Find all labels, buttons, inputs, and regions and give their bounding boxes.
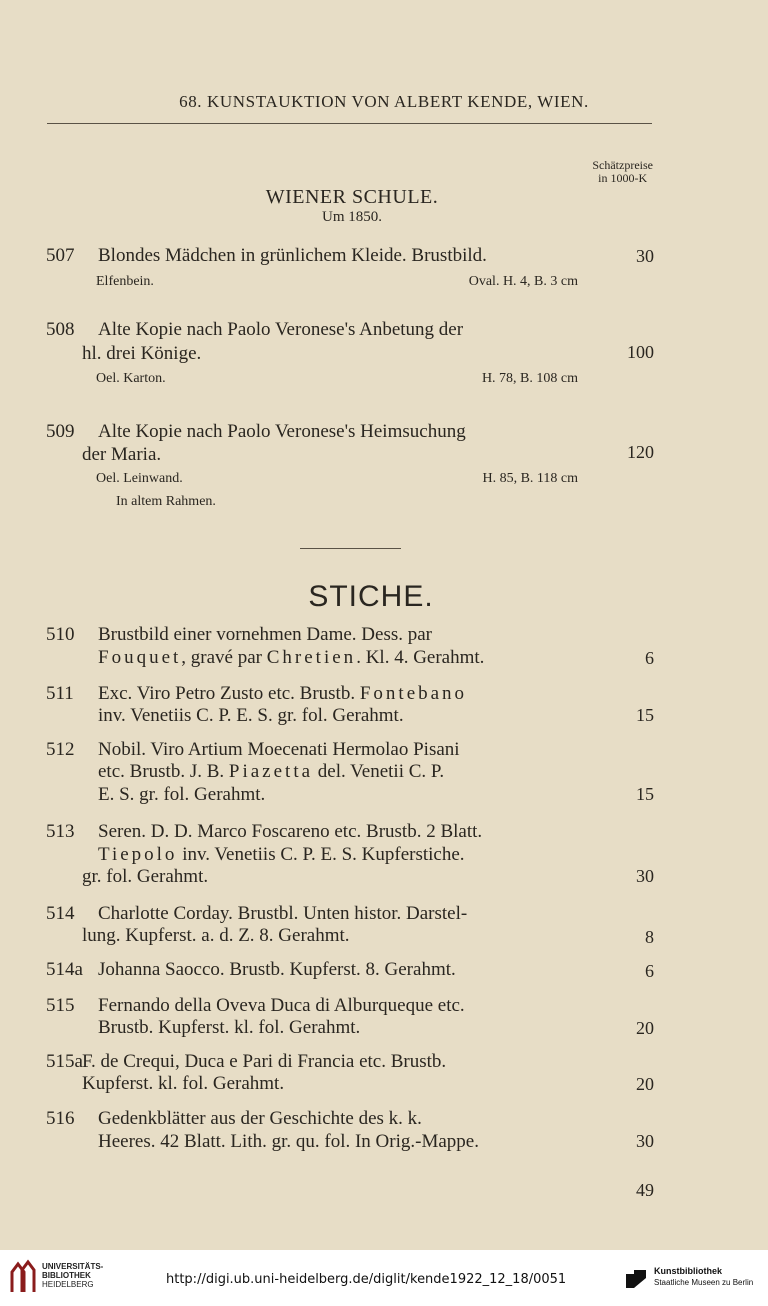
- lot-description-cont: inv. Venetiis C. P. E. S. gr. fol. Gerahmt.: [98, 705, 404, 726]
- lot-price: 120: [627, 442, 654, 462]
- lot-price: 15: [636, 705, 654, 725]
- estimate-note-line1: Schätzpreise: [592, 158, 653, 172]
- lot-description-cont: [98, 844, 465, 866]
- library-name: [42, 1262, 103, 1289]
- lot-description: Johanna Saocco. Brustb. Kupferst. 8. Gerahmt.: [98, 959, 456, 980]
- lot-description: Nobil. Viro Artium Moecenati Hermolao Pisani: [98, 739, 460, 760]
- lot-description: Fernando della Oveva Duca di Alburqueque etc.: [98, 995, 465, 1016]
- lot-number: 510: [46, 624, 75, 645]
- artist-name: Piazetta: [228, 761, 314, 782]
- lot-description-cont: hl. drei Könige.: [82, 343, 202, 364]
- artist-name: Chretien: [266, 647, 357, 668]
- lot-material: Elfenbein.: [96, 274, 154, 289]
- lot-price: 20: [636, 1018, 654, 1038]
- lot-text: del. Venetii C. P.: [313, 761, 445, 782]
- section-subtitle: Um 1850.: [322, 209, 382, 225]
- partner-name: [654, 1266, 753, 1288]
- lot-price: 6: [645, 961, 654, 981]
- lot-description: Alte Kopie nach Paolo Veronese's Heimsuchung: [98, 421, 466, 442]
- lot-price: 6: [645, 648, 654, 668]
- lot-number: 513: [46, 821, 75, 842]
- lot-description: F. de Crequi, Duca e Pari di Francia etc. Brustb.: [82, 1051, 447, 1072]
- lot-text: , gravé par: [181, 647, 267, 668]
- lot-number: 508: [46, 319, 75, 340]
- lot-description: [98, 683, 467, 705]
- lot-number: 509: [46, 421, 75, 442]
- lot-description-cont: der Maria.: [82, 444, 162, 465]
- kunstbibliothek-logo-icon: [624, 1266, 648, 1290]
- lot-description-cont: gr. fol. Gerahmt.: [82, 866, 209, 887]
- lot-text: inv. Venetiis C. P. E. S. Kupferstiche.: [177, 844, 465, 865]
- library-line1: UNIVERSITÄTS-: [42, 1262, 104, 1271]
- lot-material: Oel. Karton.: [96, 371, 166, 386]
- estimate-note-line2: in 1000-K: [598, 171, 648, 185]
- section-title-stiche: STICHE.: [308, 580, 434, 613]
- lot-price: 8: [645, 927, 654, 947]
- section-title-wiener-schule: WIENER SCHULE.: [265, 186, 439, 208]
- lot-number: 515a: [46, 1051, 83, 1072]
- lot-number: 512: [46, 739, 75, 760]
- lot-material: Oel. Leinwand.: [96, 471, 183, 486]
- lot-number: 516: [46, 1108, 75, 1129]
- partner-line1: Kunstbibliothek: [654, 1266, 722, 1276]
- lot-text: etc. Brustb. J. B.: [98, 761, 229, 782]
- lot-text: Exc. Viro Petro Zusto etc. Brustb.: [98, 683, 360, 704]
- lot-description: Blondes Mädchen in grünlichem Kleide. Brustbild.: [98, 245, 487, 266]
- header-rule: [47, 123, 652, 124]
- lot-number: 514: [46, 903, 75, 924]
- lot-description: Brustbild einer vornehmen Dame. Dess. par: [98, 624, 432, 645]
- library-line3: HEIDELBERG: [42, 1280, 94, 1289]
- library-line2: BIBLIOTHEK: [42, 1271, 91, 1280]
- lot-description-cont: Brustb. Kupferst. kl. fol. Gerahmt.: [98, 1017, 361, 1038]
- lot-description-cont: Heeres. 42 Blatt. Lith. gr. qu. fol. In Orig.-Mappe.: [98, 1131, 479, 1152]
- artist-name: Fouquet: [98, 647, 182, 668]
- footer-bar: [0, 1250, 768, 1306]
- lot-description: Alte Kopie nach Paolo Veronese's Anbetung der: [98, 319, 464, 340]
- artist-name: Fontebano: [359, 683, 468, 704]
- lot-number: 511: [46, 683, 74, 704]
- lot-note: In altem Rahmen.: [116, 494, 216, 509]
- university-library-logo-icon: [8, 1258, 38, 1296]
- artist-name: Tiepolo: [98, 844, 178, 865]
- running-header: 68. KUNSTAUKTION VON ALBERT KENDE, WIEN.: [179, 92, 589, 111]
- lot-number: 507: [46, 245, 75, 266]
- lot-price: 15: [636, 784, 654, 804]
- lot-description: Gedenkblätter aus der Geschichte des k. k.: [98, 1108, 422, 1129]
- lot-number: 514a: [46, 959, 83, 980]
- page-number: 49: [636, 1180, 654, 1200]
- lot-price: 30: [636, 866, 654, 886]
- section-divider: [300, 548, 401, 549]
- lot-description-cont: Kupferst. kl. fol. Gerahmt.: [82, 1073, 285, 1094]
- lot-dimensions: H. 85, B. 118 cm: [482, 471, 578, 486]
- permalink-url[interactable]: http://digi.ub.uni-heidelberg.de/diglit/kende1922_12_18/0051: [166, 1272, 567, 1287]
- lot-description: Seren. D. D. Marco Foscareno etc. Brustb. 2 Blatt.: [98, 821, 483, 842]
- lot-description: Charlotte Corday. Brustbl. Unten histor. Darstel-: [98, 903, 468, 924]
- lot-dimensions: Oval. H. 4, B. 3 cm: [468, 274, 578, 289]
- partner-line2: Staatliche Museen zu Berlin: [654, 1278, 754, 1287]
- estimate-note: [592, 159, 653, 185]
- lot-number: 515: [46, 995, 75, 1016]
- lot-description-cont: E. S. gr. fol. Gerahmt.: [98, 784, 266, 805]
- lot-price: 100: [627, 342, 654, 362]
- lot-dimensions: H. 78, B. 108 cm: [481, 371, 578, 386]
- lot-price: 30: [636, 246, 654, 266]
- lot-price: 20: [636, 1074, 654, 1094]
- lot-price: 30: [636, 1131, 654, 1151]
- lot-description-cont: [98, 761, 444, 783]
- lot-description-cont: lung. Kupferst. a. d. Z. 8. Gerahmt.: [82, 925, 350, 946]
- lot-description-cont: [98, 647, 484, 669]
- lot-text: . Kl. 4. Gerahmt.: [356, 647, 485, 668]
